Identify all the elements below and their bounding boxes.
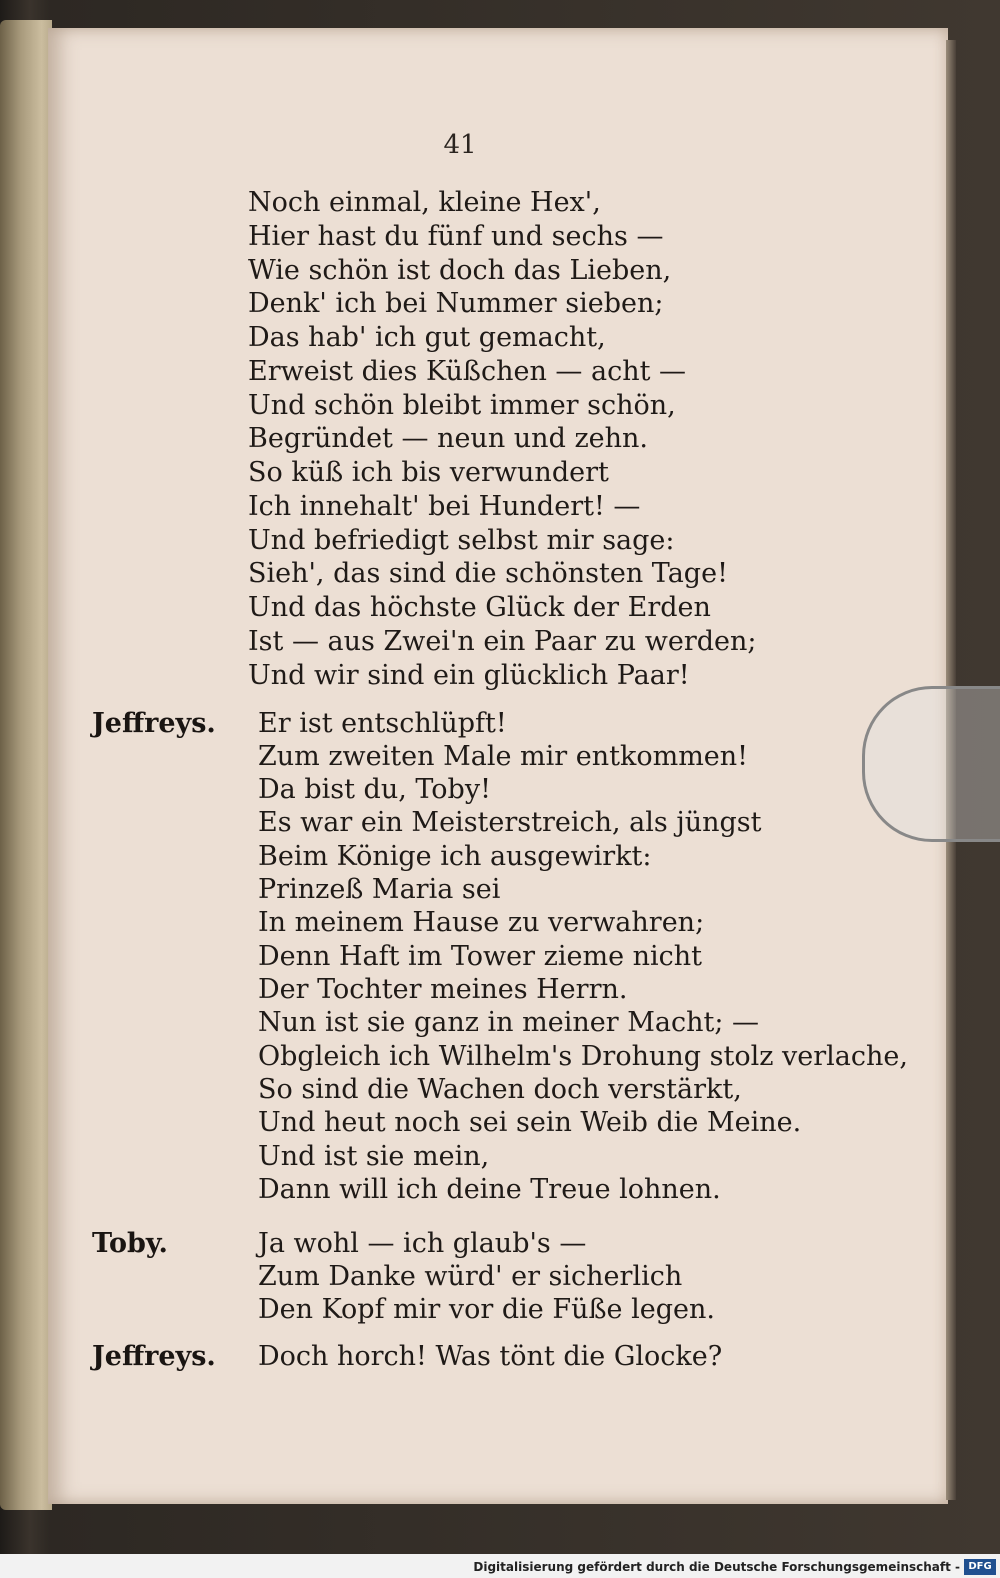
verse-line: Noch einmal, kleine Hex',	[248, 187, 601, 218]
page-clip	[862, 686, 1000, 842]
verse-line: Und schön bleibt immer schön,	[248, 390, 676, 421]
verse-line: Begründet — neun und zehn.	[248, 423, 649, 454]
footer-credit: Digitalisierung gefördert durch die Deutsche Forschungsgemeinschaft -	[473, 1560, 960, 1574]
speech-line: Und heut noch sei sein Weib die Meine.	[258, 1107, 802, 1138]
speech-line: Er ist entschlüpft!	[258, 708, 507, 739]
speech-line: Da bist du, Toby!	[258, 774, 491, 805]
verse-line: Ich innehalt' bei Hundert! —	[248, 491, 641, 522]
speech-line: Dann will ich deine Treue lohnen.	[258, 1174, 721, 1205]
speaker-name: Toby.	[92, 1228, 168, 1259]
speech-line: Doch horch! Was tönt die Glocke?	[258, 1341, 723, 1372]
speech-line: Der Tochter meines Herrn.	[258, 974, 628, 1005]
speech-line: Beim Könige ich ausgewirkt:	[258, 841, 652, 872]
speech-line: Zum Danke würd' er sicherlich	[258, 1261, 683, 1292]
speech-line: Obgleich ich Wilhelm's Drohung stolz verlache,	[258, 1041, 908, 1072]
page-number: 41	[443, 130, 477, 160]
dfg-logo: DFG	[964, 1559, 996, 1575]
speech-line: Ja wohl — ich glaub's —	[258, 1228, 587, 1259]
speech-line: In meinem Hause zu verwahren;	[258, 907, 705, 938]
speech-line: Prinzeß Maria sei	[258, 874, 501, 905]
verse-line: Denk' ich bei Nummer sieben;	[248, 288, 664, 319]
speech-line: Den Kopf mir vor die Füße legen.	[258, 1294, 715, 1325]
speech-line: Zum zweiten Male mir entkommen!	[258, 741, 749, 772]
verse-line: Sieh', das sind die schönsten Tage!	[248, 558, 728, 589]
verse-line: Und befriedigt selbst mir sage:	[248, 525, 675, 556]
left-page-stack	[0, 20, 52, 1510]
speaker-name: Jeffreys.	[92, 1341, 216, 1372]
verse-line: Wie schön ist doch das Lieben,	[248, 255, 672, 286]
speech-line: Denn Haft im Tower zieme nicht	[258, 941, 703, 972]
speech-line: Und ist sie mein,	[258, 1141, 490, 1172]
speaker-name: Jeffreys.	[92, 708, 216, 739]
verse-line: Erweist dies Küßchen — acht —	[248, 356, 687, 387]
verse-line: Das hab' ich gut gemacht,	[248, 322, 606, 353]
verse-line: Hier hast du fünf und sechs —	[248, 221, 664, 252]
speech-line: Es war ein Meisterstreich, als jüngst	[258, 807, 762, 838]
verse-line: Und wir sind ein glücklich Paar!	[248, 660, 690, 691]
speech-line: Nun ist sie ganz in meiner Macht; —	[258, 1007, 760, 1038]
verse-line: Und das höchste Glück der Erden	[248, 592, 711, 623]
verse-line: Ist — aus Zwei'n ein Paar zu werden;	[248, 626, 757, 657]
verse-line: So küß ich bis verwundert	[248, 457, 609, 488]
speech-line: So sind die Wachen doch verstärkt,	[258, 1074, 742, 1105]
